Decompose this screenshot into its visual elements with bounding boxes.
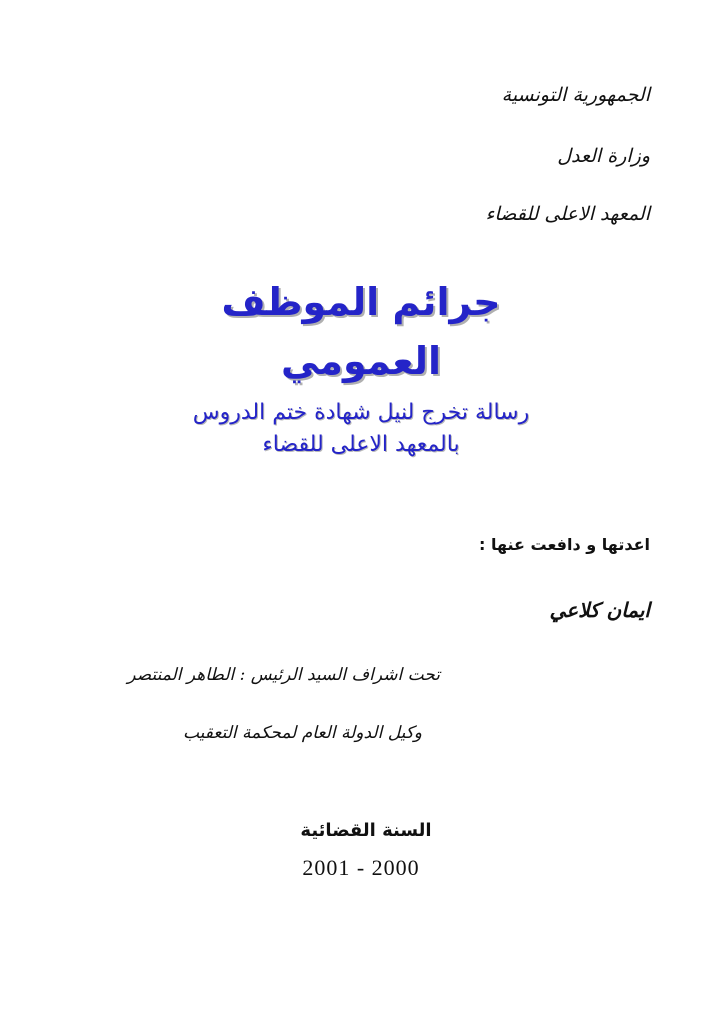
thesis-subtitle-line-2: بالمعهد الاعلى للقضاء xyxy=(262,432,460,457)
thesis-title-line-1: جرائم الموظف xyxy=(221,280,501,324)
institute-header: المعهد الاعلى للقضاء xyxy=(485,203,650,225)
author-name: ايمان كلاعي xyxy=(549,598,650,622)
academic-year-range: 2001 - 2000 xyxy=(302,855,420,880)
supervisor-title-line: وكيل الدولة العام لمحكمة التعقيب xyxy=(182,723,422,743)
academic-year-label: السنة القضائية xyxy=(300,820,432,841)
supervisor-line: تحت اشراف السيد الرئيس : الطاهر المنتصر xyxy=(127,665,440,685)
prepared-by-label: اعدتها و دافعت عنها : xyxy=(478,535,650,554)
ministry-header: وزارة العدل xyxy=(557,145,650,167)
thesis-subtitle-line-1: رسالة تخرج لنيل شهادة ختم الدروس xyxy=(192,400,530,425)
thesis-title-line-2: العمومي xyxy=(280,339,441,383)
country-header: الجمهورية التونسية xyxy=(501,84,650,106)
